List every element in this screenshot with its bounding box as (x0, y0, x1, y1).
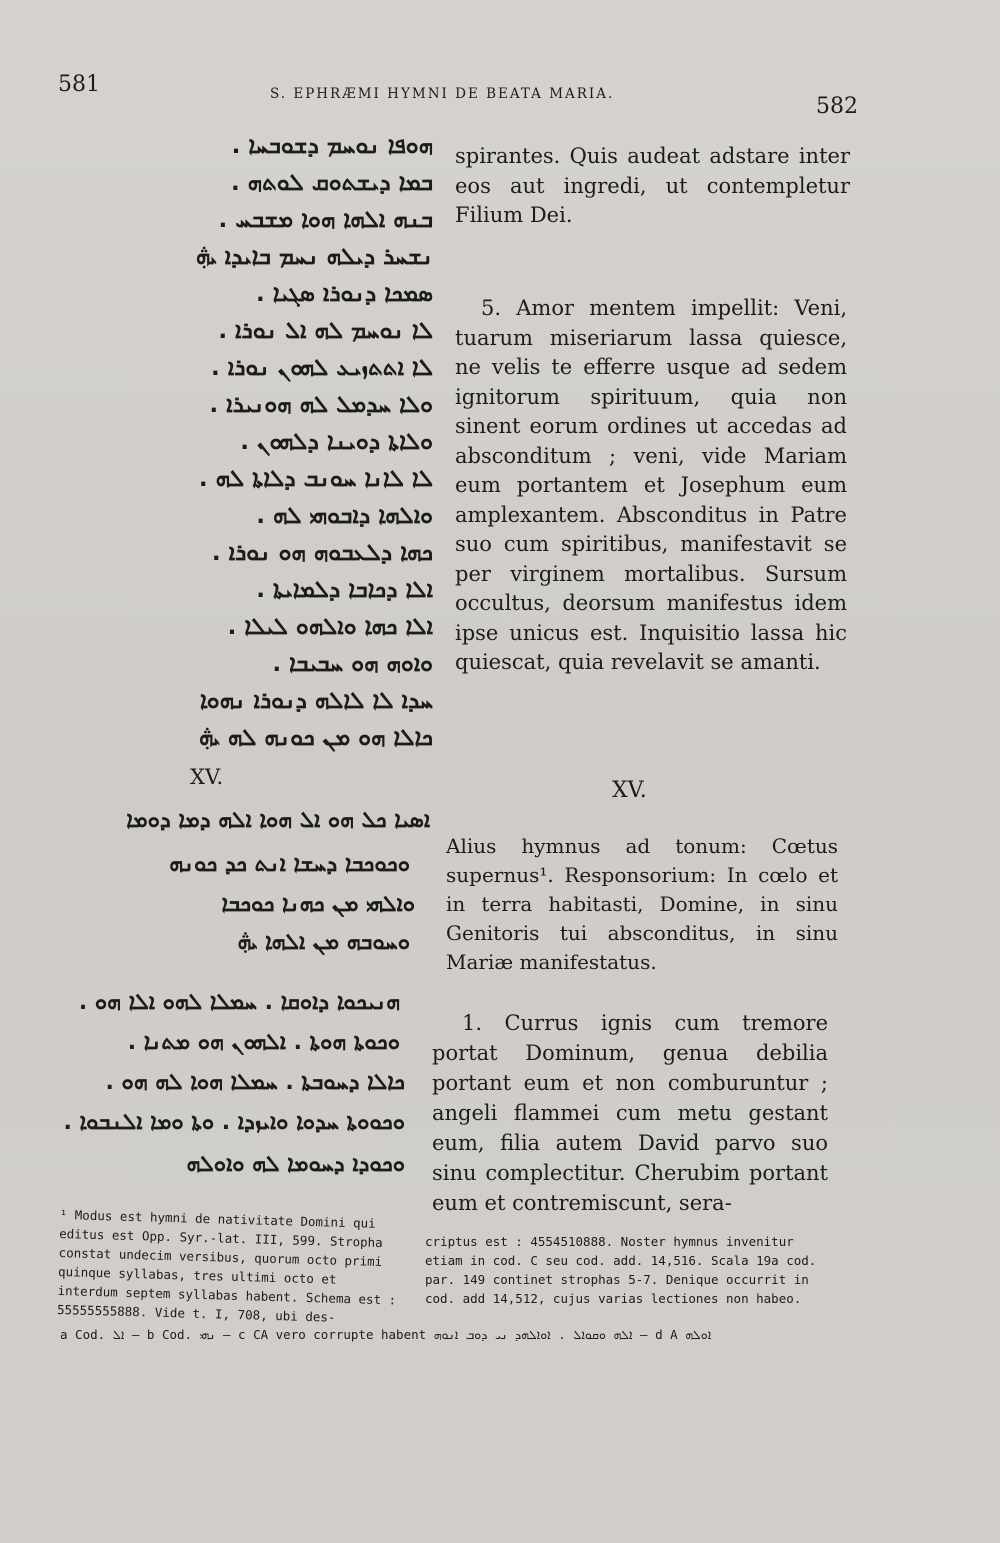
footnote-text: criptus est : 4554510888. Noster hymnus invenitur etiam in cod. C seu cod. add. 14,516. Scala 19a cod. par. 149 continet strophas 5-7. Denique occurrit in cod. add 14,512, cujus varias lectiones non habeo. (425, 1234, 817, 1306)
syriac-line: ܘܚܘܒܗ ܡܢ ܐܠܗܐ ܞ (237, 930, 410, 955)
syriac-line: ܘܐܘܗ ܗܘ ܚܒܝܒܐ . (272, 651, 433, 677)
syriac-line: ܣܡܟܐ ܕܢܘܪܐ ܣܓܝܐ . (256, 281, 433, 307)
latin-paragraph (446, 832, 838, 977)
syriac-line: ܠܐ ܐܬܬܙܝܥ ܠܗܘܢ ܢܘܪܐ . (211, 355, 433, 381)
syriac-line: ܗܢܝܟܘܐ ܕܐܘܩܐ . ܚܡܠܐ ܠܗܘ ܐܠܐ ܗܘ . (78, 990, 400, 1015)
left-page-number: 581 (58, 72, 100, 97)
syriac-line: ܘܟܘܬܐ ܗܘܬܐ . ܐܠܗܘܢ ܗܘ ܡܬܢܐ . (127, 1030, 400, 1055)
variant-text: a Cod. ܐܠ — b Cod. ܢܗܝ — c CA vero corrupte habent ܐܠܗ ܘܩܘܐܠ . ܐܘܐܠܗܕ ܢܝ ܕܘܒ ܐܢܘܗ — d A ܐܘܠܗ (60, 1327, 712, 1342)
latin-text: 1. Currus ignis cum tremore portat Dominum, genua debilia portant eum et non comburuntur ; angeli flammei cum metu gestant eum, filia autem David parvo suo sinu complectitur. Cherubim portant eum et contremiscunt, sera- (432, 1011, 828, 1215)
syriac-line: ܐܠܐ ܟܗܐ ܘܐܠܗܘ ܠܝܠܐ . (227, 614, 433, 640)
syriac-line: ܟܗܐ ܕܠܥܒܘܗ ܗܘ ܢܘܪܐ . (211, 540, 433, 566)
latin-section-heading: XV. (612, 778, 647, 803)
syriac-line: ܘܠܐܬܐ ܕܘܝܢܐ ܕܠܗܘܢ . (240, 429, 433, 455)
syriac-line: ܠܐ ܢܘܚܡ ܠܗ ܐܠ ܢܘܪܐ . (218, 318, 433, 344)
syriac-line: ܟܐܠܐ ܕܚܘܒܬܐ . ܚܡܠܐ ܗܘܐ ܠܗ ܗܘ . (105, 1070, 405, 1095)
syriac-line: ܘܟܘܟܒܐ ܕܚܫܐ ܐܢܬ ܟܕ ܟܘܢܗ (169, 852, 410, 877)
latin-paragraph (432, 1008, 828, 1218)
running-title: S. EPHRÆMI HYMNI DE BEATA MARIA. (270, 86, 615, 102)
syriac-line: ܘܟܘܘܬܐ ܚܕܘܐ ܘܐܝܙܕܐ . ܘܬܐ ܘܡܐ ܐܠܢܒܘܐ . (63, 1110, 405, 1135)
footnote-right (425, 1232, 820, 1308)
syriac-line: ܚܕܐ ܠܐ ܠܐܠܗ ܕܢܘܪܐ ܢܗܘܐ (199, 688, 433, 714)
syriac-line: ܘܐܠܗܐ ܕܐܒܘܗܝ ܠܗ . (256, 503, 433, 529)
latin-paragraph (455, 142, 850, 231)
syriac-line: ܟܐܠܐ ܗܘ ܡܢ ܟܘܢܗ ܠܗ ܞ (199, 725, 433, 751)
syriac-section-heading: XV. (190, 765, 224, 789)
latin-rubric: Alius hymnus ad tonum: Cœtus supernus¹. Responsorium: In cœlo et in terra habitasti, Domine, in sinu Genitoris tui absconditus, in sinu Mariæ manifestatus. (446, 834, 838, 974)
latin-paragraph (455, 294, 847, 678)
syriac-line: ܘܠܐ ܚܕܡܠ ܠܗ ܗܘܢܝܪܐ . (209, 392, 433, 418)
latin-text: spirantes. Quis audeat adstare inter eos aut ingredi, ut contempletur Filium Dei. (455, 144, 850, 227)
footnote-text: ¹ Modus est hymni de nativitate Domini qui editus est Opp. Syr.-lat. III, 599. Stropha constat undecim versibus, quorum octo primi quinque syllabas, tres ultimi octo et interdum septem syllabas habent. Schema est : 55555555888. Vide t. I, 708, ubi des- (56, 1206, 397, 1325)
latin-text: 5. Amor mentem impellit: Veni, tuarum miseriarum lassa quiesce, ne velis te efferre usque ad sedem ignitorum spirituum, quia non sinent eorum ordines ut accedas ad absconditum ; veni, vide Mariam eum portantem et Josephum eum amplexantem. Absconditus in Patre suo cum spiritibus, manifestavit se per virginem mortalibus. Sursum occultus, deorsum manifestus idem ipse unicus est. Inquisitio lassa hic quiescat, quia revelavit se amanti. (455, 296, 847, 674)
syriac-line: ܒܢܗ ܐܠܗܐ ܗܘܐ ܡܫܒܚ . (218, 207, 433, 233)
variant-readings (60, 1325, 820, 1344)
syriac-column-a (158, 128, 433, 757)
syriac-line: ܐܠܐ ܕܟܐܒܐ ܕܠܡܐܝܬܐ . (256, 577, 433, 603)
syriac-line: ܘܟܘܕܐ ܕܚܘܡܐ ܠܗ ܘܐܘܠܗ (186, 1152, 405, 1177)
syriac-line: ܗܘܦܐ ܢܘܚܡ ܕܫܘܒܚܐ . (231, 133, 433, 159)
syriac-line: ܘܐܠܗܝ ܡܢ ܟܗܢܐ ܟܘܟܒܐ (221, 892, 415, 917)
footnote-left (57, 1205, 400, 1328)
syriac-line: ܢܫܚܪ ܕܝܠܗ ܢܚܡ ܒܐܝܕܐ ܞ (195, 244, 433, 270)
syriac-line: ܐܣܝܐ ܟܠ ܗܘ ܐܠ ܗܘܐ ܐܠܗ ܕܡܐ ܕܘܡܐ (126, 808, 430, 833)
syriac-line: ܠܐ ܠܐܢܐ ܚܘܢܒ ܕܠܐܬܐ ܠܗ . (198, 466, 433, 492)
syriac-line: ܒܡܐ ܕܝܫܬܘܩ ܠܘܬܗ . (230, 170, 433, 196)
right-page-number: 582 (816, 94, 858, 119)
